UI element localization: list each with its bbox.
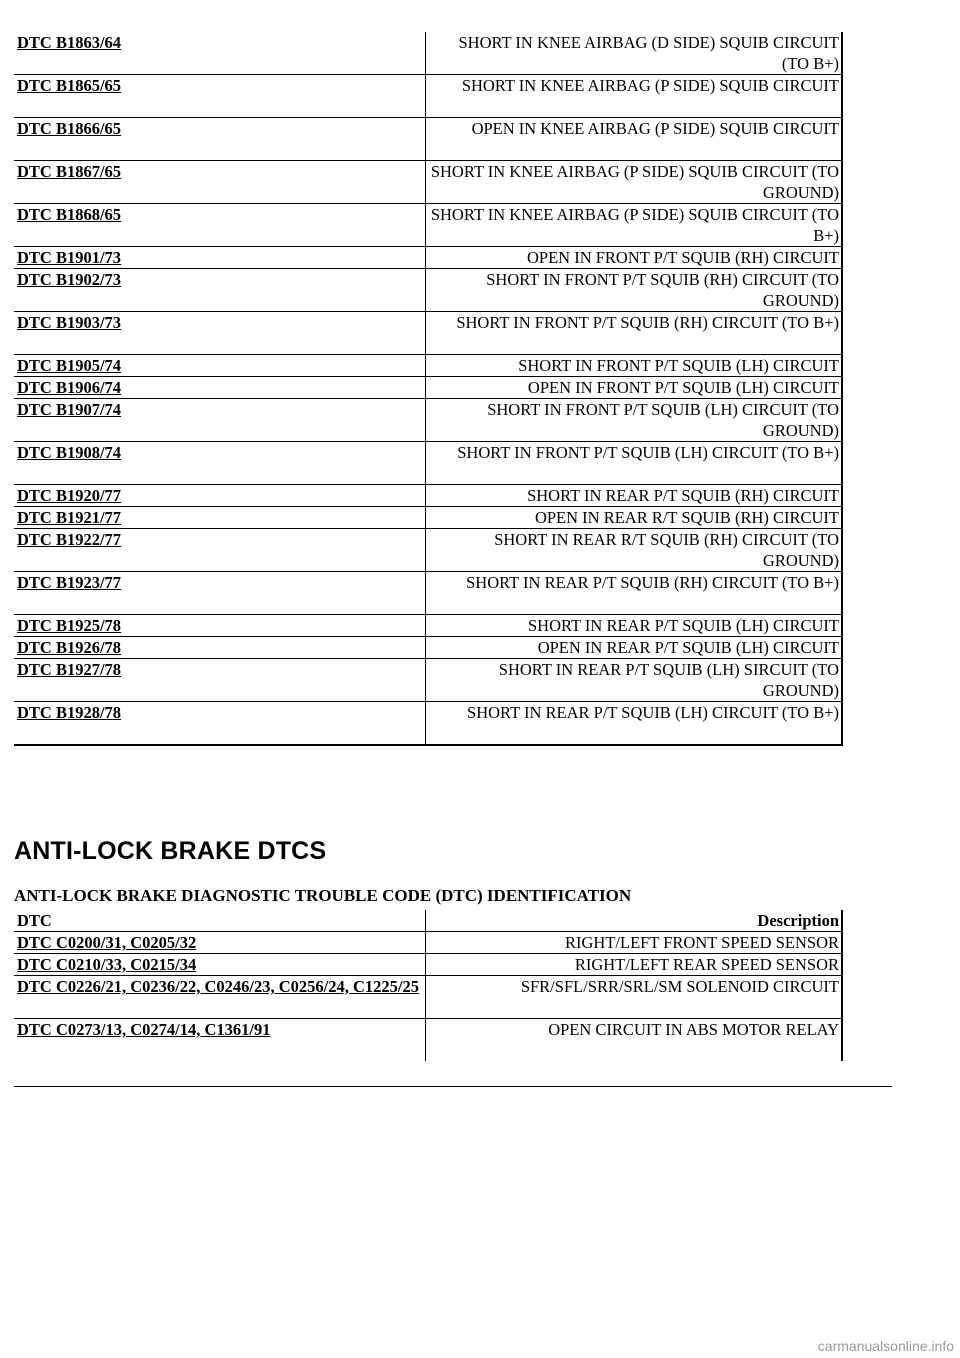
dtc-link[interactable]: DTC B1903/73 <box>17 313 122 332</box>
table-row <box>14 572 842 615</box>
table-row <box>14 247 842 269</box>
dtc-code-cell <box>14 659 426 702</box>
dtc-code-cell <box>14 161 426 204</box>
dtc-code-cell <box>14 572 426 615</box>
table-row <box>14 932 842 954</box>
dtc-link[interactable]: DTC B1866/65 <box>17 119 122 138</box>
dtc-link[interactable]: DTC B1901/73 <box>17 248 122 267</box>
dtc-link[interactable]: DTC B1926/78 <box>17 638 122 657</box>
dtc-description: SHORT IN REAR R/T SQUIB (RH) CIRCUIT (TO GROUND) <box>426 529 843 572</box>
column-header-description: Description <box>426 910 843 932</box>
table-row <box>14 355 842 377</box>
dtc-description: SHORT IN FRONT P/T SQUIB (RH) CIRCUIT (TO B+) <box>426 312 843 355</box>
dtc-link[interactable]: DTC B1867/65 <box>17 162 122 181</box>
dtc-code-cell <box>14 75 426 118</box>
dtc-description: SHORT IN FRONT P/T SQUIB (LH) CIRCUIT (TO GROUND) <box>426 399 843 442</box>
dtc-code-cell <box>14 932 426 954</box>
dtc-link[interactable]: DTC B1905/74 <box>17 356 122 375</box>
dtc-link[interactable]: DTC C0226/21, C0236/22, C0246/23, C0256/24, C1225/25 <box>17 977 419 996</box>
table-row <box>14 161 842 204</box>
dtc-link[interactable]: DTC B1921/77 <box>17 508 122 527</box>
table-row <box>14 485 842 507</box>
dtc-code-cell <box>14 399 426 442</box>
table-row <box>14 976 842 1019</box>
dtc-description: RIGHT/LEFT FRONT SPEED SENSOR <box>426 932 843 954</box>
dtc-link[interactable]: DTC B1908/74 <box>17 443 122 462</box>
table-row <box>14 442 842 485</box>
table-row <box>14 954 842 976</box>
dtc-description: SHORT IN FRONT P/T SQUIB (LH) CIRCUIT <box>426 355 843 377</box>
dtc-description: SHORT IN REAR P/T SQUIB (RH) CIRCUIT (TO B+) <box>426 572 843 615</box>
table-caption: ANTI-LOCK BRAKE DIAGNOSTIC TROUBLE CODE (DTC) IDENTIFICATION <box>14 886 632 905</box>
dtc-description: OPEN IN FRONT P/T SQUIB (LH) CIRCUIT <box>426 377 843 399</box>
dtc-description: SHORT IN FRONT P/T SQUIB (LH) CIRCUIT (TO B+) <box>426 442 843 485</box>
dtc-code-cell <box>14 637 426 659</box>
table-header-row <box>14 910 842 932</box>
table-row <box>14 75 842 118</box>
table-row <box>14 529 842 572</box>
dtc-code-cell <box>14 507 426 529</box>
section-heading: ANTI-LOCK BRAKE DTCS <box>14 837 327 865</box>
table-row <box>14 204 842 247</box>
dtc-link[interactable]: DTC C0273/13, C0274/14, C1361/91 <box>17 1020 271 1039</box>
dtc-link[interactable]: DTC B1925/78 <box>17 616 122 635</box>
dtc-code-cell <box>14 954 426 976</box>
dtc-code-cell <box>14 312 426 355</box>
dtc-description: OPEN IN FRONT P/T SQUIB (RH) CIRCUIT <box>426 247 843 269</box>
dtc-link[interactable]: DTC B1928/78 <box>17 703 122 722</box>
table-row <box>14 269 842 312</box>
dtc-description: SHORT IN KNEE AIRBAG (D SIDE) SQUIB CIRCUIT (TO B+) <box>426 32 843 75</box>
table-row <box>14 399 842 442</box>
dtc-description: SHORT IN REAR P/T SQUIB (LH) CIRCUIT <box>426 615 843 637</box>
table-row <box>14 377 842 399</box>
dtc-code-cell <box>14 32 426 75</box>
footer-watermark: carmanualsonline.info <box>817 1338 954 1354</box>
dtc-link[interactable]: DTC B1902/73 <box>17 270 122 289</box>
airbag-dtc-table <box>14 32 843 746</box>
dtc-link[interactable]: DTC B1923/77 <box>17 573 122 592</box>
dtc-link[interactable]: DTC B1906/74 <box>17 378 122 397</box>
dtc-code-cell <box>14 247 426 269</box>
dtc-description: SHORT IN REAR P/T SQUIB (RH) CIRCUIT <box>426 485 843 507</box>
dtc-code-cell <box>14 377 426 399</box>
dtc-code-cell <box>14 976 426 1019</box>
dtc-description: OPEN CIRCUIT IN ABS MOTOR RELAY <box>426 1019 843 1062</box>
table-row <box>14 312 842 355</box>
dtc-description: SFR/SFL/SRR/SRL/SM SOLENOID CIRCUIT <box>426 976 843 1019</box>
dtc-description: SHORT IN REAR P/T SQUIB (LH) SIRCUIT (TO GROUND) <box>426 659 843 702</box>
table-row <box>14 507 842 529</box>
dtc-description: RIGHT/LEFT REAR SPEED SENSOR <box>426 954 843 976</box>
table-row <box>14 32 842 75</box>
abs-dtc-table <box>14 910 843 1061</box>
dtc-description: SHORT IN KNEE AIRBAG (P SIDE) SQUIB CIRCUIT (TO GROUND) <box>426 161 843 204</box>
dtc-link[interactable]: DTC B1927/78 <box>17 660 122 679</box>
table-row <box>14 637 842 659</box>
dtc-description: OPEN IN KNEE AIRBAG (P SIDE) SQUIB CIRCUIT <box>426 118 843 161</box>
dtc-description: SHORT IN FRONT P/T SQUIB (RH) CIRCUIT (TO GROUND) <box>426 269 843 312</box>
dtc-code-cell <box>14 442 426 485</box>
dtc-code-cell <box>14 1019 426 1062</box>
dtc-code-cell <box>14 702 426 746</box>
dtc-link[interactable]: DTC B1920/77 <box>17 486 122 505</box>
dtc-description: SHORT IN REAR P/T SQUIB (LH) CIRCUIT (TO B+) <box>426 702 843 746</box>
dtc-code-cell <box>14 529 426 572</box>
dtc-link[interactable]: DTC B1922/77 <box>17 530 122 549</box>
dtc-link[interactable]: DTC B1863/64 <box>17 33 122 52</box>
dtc-code-cell <box>14 118 426 161</box>
dtc-code-cell <box>14 355 426 377</box>
dtc-link[interactable]: DTC B1907/74 <box>17 400 122 419</box>
dtc-description: OPEN IN REAR P/T SQUIB (LH) CIRCUIT <box>426 637 843 659</box>
dtc-code-cell <box>14 615 426 637</box>
table-row <box>14 615 842 637</box>
dtc-description: SHORT IN KNEE AIRBAG (P SIDE) SQUIB CIRCUIT <box>426 75 843 118</box>
table-row <box>14 1019 842 1062</box>
dtc-link[interactable]: DTC C0210/33, C0215/34 <box>17 955 197 974</box>
dtc-description: OPEN IN REAR R/T SQUIB (RH) CIRCUIT <box>426 507 843 529</box>
table-row <box>14 118 842 161</box>
dtc-code-cell <box>14 485 426 507</box>
dtc-link[interactable]: DTC B1865/65 <box>17 76 122 95</box>
dtc-link[interactable]: DTC C0200/31, C0205/32 <box>17 933 197 952</box>
table-row <box>14 659 842 702</box>
column-header-dtc: DTC <box>14 910 426 932</box>
bottom-divider <box>14 1086 892 1087</box>
table-row <box>14 702 842 746</box>
dtc-description: SHORT IN KNEE AIRBAG (P SIDE) SQUIB CIRCUIT (TO B+) <box>426 204 843 247</box>
dtc-code-cell <box>14 269 426 312</box>
dtc-link[interactable]: DTC B1868/65 <box>17 205 122 224</box>
dtc-code-cell <box>14 204 426 247</box>
